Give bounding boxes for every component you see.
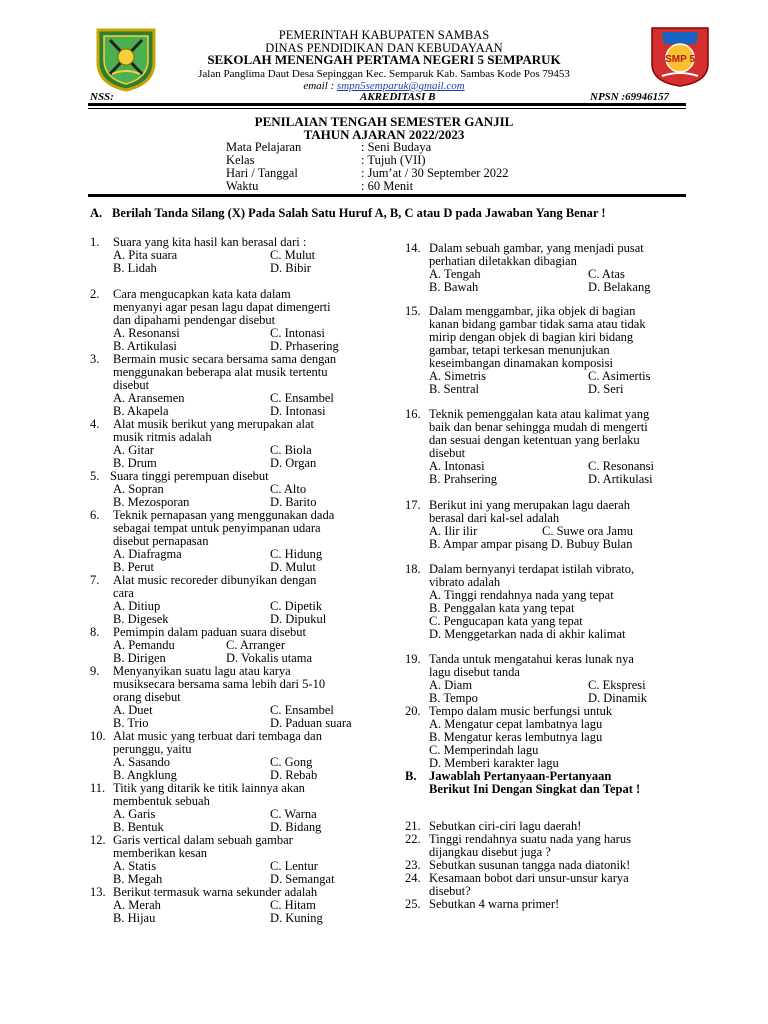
question-text-line: Kesamaan bobot dari unsur-unsur karya <box>429 871 629 885</box>
question-text-line: perunggu, yaitu <box>113 742 192 756</box>
question-text-line: A. Diafragma <box>113 547 182 561</box>
question-text-line: B. Lidah <box>113 261 157 275</box>
question-text-line: A. Mengatur cepat lambatnya lagu <box>429 717 603 731</box>
question-text-line: B. Mezosporan <box>113 495 190 509</box>
question-text-line: keseimbangan dinamakan komposisi <box>429 356 613 370</box>
question-text-line: disebut pernapasan <box>113 534 209 548</box>
question-text-line: kanan bidang gambar tidak sama atau tidak <box>429 317 646 331</box>
email-link[interactable]: smpn5semparuk@gmail.com <box>336 80 465 92</box>
question-text-line: A. Ditiup <box>113 599 161 613</box>
question-text-line: 10. <box>90 729 106 743</box>
question-text-line: Suara yang kita hasil kan berasal dari : <box>113 235 307 249</box>
question-text-line: D. Kuning <box>270 911 323 925</box>
question-text-line: B. Sentral <box>429 382 479 396</box>
question-text-line: C. Ensambel <box>270 703 334 717</box>
question-text-line: D. Organ <box>270 456 317 470</box>
question-text-line: C. Hitam <box>270 898 316 912</box>
question-text-line: Teknik pernapasan yang menggunakan dada <box>113 508 335 522</box>
question-text-line: mirip dengan objek di bagian kiri bidang <box>429 330 634 344</box>
question-text-line: 3. <box>90 352 100 366</box>
question-text-line: C. Biola <box>270 443 312 457</box>
header-rule-thin <box>88 108 686 109</box>
question-text-line: 21. <box>405 819 421 833</box>
question-text-line: D. Semangat <box>270 872 335 886</box>
question-text-line: menggunakan beberapa alat musik tertentu <box>113 365 328 379</box>
question-text-line: Suara tinggi perempuan disebut <box>110 469 269 483</box>
section-b-title-line1: Jawablah Pertanyaan-Pertanyaan <box>429 769 612 783</box>
question-text-line: C. Asimertis <box>588 369 651 383</box>
question-text-line: A. Merah <box>113 898 161 912</box>
question-text-line: C. Hidung <box>270 547 323 561</box>
question-text-line: Tempo dalam music berfungsi untuk <box>429 704 613 718</box>
question-text-line: D. Rebab <box>270 768 318 782</box>
question-text-line: Alat musik berikut yang merupakan alat <box>113 417 314 431</box>
question-text-line: A. Sasando <box>113 755 170 769</box>
question-text-line: disebut <box>113 378 150 392</box>
exam-info-value: : Tujuh (VII) <box>361 153 426 167</box>
exam-info-value: : Jum’at / 30 September 2022 <box>361 166 509 180</box>
question-text-line: membentuk sebuah <box>113 794 210 808</box>
question-text-line: C. Lentur <box>270 859 318 873</box>
exam-info-value: : Seni Budaya <box>361 140 432 154</box>
question-text-line: B. Bentuk <box>113 820 164 834</box>
header-rule-thick <box>88 103 686 106</box>
question-text-line: C. Arranger <box>226 638 286 652</box>
question-text-line: C. Atas <box>588 267 625 281</box>
question-text-line: memberikan kesan <box>113 846 208 860</box>
accreditation-label: AKREDITASI B <box>360 91 436 103</box>
question-text-line: D. Memberi karakter lagu <box>429 756 559 770</box>
question-text-line: dan dipahami pendengar disebut <box>113 313 276 327</box>
exam-info-label: Kelas <box>226 153 255 167</box>
question-text-line: B. Ampar ampar pisang D. Bubuy Bulan <box>429 537 633 551</box>
question-text-line: dijangkau disebut juga ? <box>429 845 551 859</box>
email-label: email : <box>303 80 337 92</box>
question-text-line: 4. <box>90 417 100 431</box>
question-text-line: musiksecara bersama sama lebih dari 5-10 <box>113 677 326 691</box>
question-text-line: C. Dipetik <box>270 599 323 613</box>
npsn-label: NPSN :69946157 <box>590 91 670 103</box>
question-text-line: musik ritmis adalah <box>113 430 212 444</box>
question-text-line: perhatian diletakkan dibagian <box>429 254 577 268</box>
question-text-line: lagu disebut tanda <box>429 665 520 679</box>
exam-info-label: Hari / Tanggal <box>226 166 298 180</box>
question-text-line: 17. <box>405 498 421 512</box>
question-text-line: A. Ilir ilir <box>429 524 478 538</box>
question-text-line: berasal dari kal-sel adalah <box>429 511 560 525</box>
question-text-line: sebagai tempat untuk penyimpanan udara <box>113 521 321 535</box>
question-text-line: B. Dirigen <box>113 651 166 665</box>
letterhead-line2: DINAS PENDIDIKAN DAN KEBUDAYAAN <box>265 41 503 55</box>
question-text-line: C. Gong <box>270 755 313 769</box>
school-name: SEKOLAH MENENGAH PERTAMA NEGERI 5 SEMPARUK <box>207 52 561 67</box>
question-text-line: A. Pita suara <box>113 248 178 262</box>
question-text-line: A. Tinggi rendahnya nada yang tepat <box>429 588 614 602</box>
question-text-line: 16. <box>405 407 421 421</box>
question-text-line: B. Akapela <box>113 404 169 418</box>
question-text-line: D. Vokalis utama <box>226 651 312 665</box>
question-text-line: B. Trio <box>113 716 149 730</box>
question-text-line: 5. <box>90 469 100 483</box>
question-text-line: baik dan benar sehingga mudah di mengerti <box>429 420 648 434</box>
question-text-line: C. Memperindah lagu <box>429 743 539 757</box>
question-text-line: Dalam menggambar, jika objek di bagian <box>429 304 636 318</box>
question-text-line: disebut <box>429 446 466 460</box>
question-text-line: Sebutkan 4 warna primer! <box>429 897 560 911</box>
question-text-line: 2. <box>90 287 100 301</box>
question-text-line: 9. <box>90 664 100 678</box>
question-text-line: Sebutkan susunan tangga nada diatonik! <box>429 858 631 872</box>
question-text-line: gambar, tetapi terkesan menunjukan <box>429 343 610 357</box>
question-text-line: D. Artikulasi <box>588 472 653 486</box>
question-text-line: A. Tengah <box>429 267 481 281</box>
question-text-line: 8. <box>90 625 100 639</box>
letterhead-line1: PEMERINTAH KABUPATEN SAMBAS <box>278 28 490 42</box>
question-text-line: 1. <box>90 235 100 249</box>
question-text-line: 13. <box>90 885 106 899</box>
question-text-line: D. Paduan suara <box>270 716 352 730</box>
question-text-line: Bermain music secara bersama sama dengan <box>113 352 337 366</box>
question-text-line: C. Ensambel <box>270 391 334 405</box>
question-text-line: D. Bidang <box>270 820 322 834</box>
question-text-line: A. Statis <box>113 859 157 873</box>
question-text-line: B. Tempo <box>429 691 478 705</box>
question-text-line: B. Hijau <box>113 911 156 925</box>
question-text-line: Tanda untuk mengatahui keras lunak nya <box>429 652 634 666</box>
question-text-line: B. Megah <box>113 872 163 886</box>
question-text-line: B. Mengatur keras lembutnya lagu <box>429 730 603 744</box>
question-text-line: vibrato adalah <box>429 575 501 589</box>
question-text-line: 15. <box>405 304 421 318</box>
question-text-line: Alat music yang terbuat dari tembaga dan <box>113 729 322 743</box>
question-text-line: Tinggi rendahnya suatu nada yang harus <box>429 832 631 846</box>
question-text-line: D. Menggetarkan nada di akhir kalimat <box>429 627 626 641</box>
question-text-line: B. Perut <box>113 560 154 574</box>
question-text-line: A. Gitar <box>113 443 154 457</box>
question-text-line: A. Resonansi <box>113 326 180 340</box>
question-text-line: 23. <box>405 858 421 872</box>
question-text-line: 14. <box>405 241 421 255</box>
question-text-line: A. Intonasi <box>429 459 485 473</box>
question-text-line: disebut? <box>429 884 471 898</box>
question-text-line: 11. <box>90 781 106 795</box>
question-text-line: A. Aransemen <box>113 391 185 405</box>
question-text-line: D. Belakang <box>588 280 651 294</box>
question-text-line: D. Dipukul <box>270 612 327 626</box>
question-text-line: Teknik pemenggalan kata atau kalimat yang <box>429 407 650 421</box>
question-text-line: D. Seri <box>588 382 624 396</box>
question-text-line: C. Pengucapan kata yang tepat <box>429 614 583 628</box>
question-text-line: 22. <box>405 832 421 846</box>
question-text-line: cara <box>113 586 134 600</box>
section-b-title-line2: Berikut Ini Dengan Singkat dan Tepat ! <box>429 782 641 796</box>
section-a-title: Berilah Tanda Silang (X) Pada Salah Satu Huruf A, B, C atau D pada Jawaban Yang Benar ! <box>112 206 606 220</box>
question-text-line: A. Duet <box>113 703 153 717</box>
question-text-line: B. Bawah <box>429 280 479 294</box>
question-text-line: A. Sopran <box>113 482 164 496</box>
question-text-line: 7. <box>90 573 100 587</box>
exam-title: PENILAIAN TENGAH SEMESTER GANJIL <box>254 114 514 129</box>
question-text-line: A. Pemandu <box>113 638 175 652</box>
question-text-line: B. Angklung <box>113 768 177 782</box>
question-text-line: 20. <box>405 704 421 718</box>
question-text-line: orang disebut <box>113 690 181 704</box>
section-a-letter: A. <box>90 206 103 220</box>
question-text-line: menyanyi agar pesan lagu dapat dimengerti <box>113 300 331 314</box>
question-text-line: 25. <box>405 897 421 911</box>
question-text-line: D. Barito <box>270 495 317 509</box>
question-text-line: A. Garis <box>113 807 156 821</box>
question-text-line: D. Prhasering <box>270 339 339 353</box>
question-text-line: B. Digesek <box>113 612 169 626</box>
question-text-line: 6. <box>90 508 100 522</box>
question-text-line: C. Alto <box>270 482 307 496</box>
question-text-line: D. Mulut <box>270 560 316 574</box>
question-text-line: Menyanyikan suatu lagu atau karya <box>113 664 291 678</box>
question-text-line: dan sesuai dengan ketentuan yang berlaku <box>429 433 640 447</box>
question-text-line: C. Warna <box>270 807 317 821</box>
question-text-line: Dalam sebuah gambar, yang menjadi pusat <box>429 241 644 255</box>
exam-info-label: Waktu <box>226 179 259 193</box>
question-text-line: Pemimpin dalam paduan suara disebut <box>113 625 307 639</box>
question-text-line: Berikut termasuk warna sekunder adalah <box>113 885 318 899</box>
question-text-line: 12. <box>90 833 106 847</box>
nss-label: NSS: <box>90 91 114 103</box>
question-text-line: Garis vertical dalam sebuah gambar <box>113 833 293 847</box>
question-text-line: B. Penggalan kata yang tepat <box>429 601 575 615</box>
question-text-line: D. Dinamik <box>588 691 648 705</box>
question-text-line: 24. <box>405 871 421 885</box>
question-text-line: D. Intonasi <box>270 404 326 418</box>
school-logo-text: SMP 5 <box>665 54 695 65</box>
question-text-line: A. Diam <box>429 678 473 692</box>
question-text-line: Titik yang ditarik ke titik lainnya akan <box>113 781 305 795</box>
question-text-line: C. Ekspresi <box>588 678 646 692</box>
title-rule <box>88 194 686 197</box>
exam-year: TAHUN AJARAN 2022/2023 <box>303 127 465 142</box>
question-text-line: Cara mengucapkan kata kata dalam <box>113 287 291 301</box>
question-text-line: B. Artikulasi <box>113 339 177 353</box>
question-text-line: Alat music recoreder dibunyikan dengan <box>113 573 317 587</box>
school-address: Jalan Panglima Daut Desa Sepinggan Kec. Semparuk Kab. Sambas Kode Pos 79453 <box>198 68 570 80</box>
question-text-line: C. Mulut <box>270 248 316 262</box>
question-text-line: Sebutkan ciri-ciri lagu daerah! <box>429 819 582 833</box>
question-text-line: D. Bibir <box>270 261 311 275</box>
question-text-line: 19. <box>405 652 421 666</box>
question-text-line: B. Prahsering <box>429 472 498 486</box>
question-text-line: Berikut ini yang merupakan lagu daerah <box>429 498 630 512</box>
exam-info-label: Mata Pelajaran <box>226 140 302 154</box>
question-text-line: A. Simetris <box>429 369 486 383</box>
question-text-line: C. Intonasi <box>270 326 325 340</box>
question-text-line: B. Drum <box>113 456 157 470</box>
question-text-line: 18. <box>405 562 421 576</box>
question-text-line: C. Suwe ora Jamu <box>542 524 633 538</box>
question-text-line: C. Resonansi <box>588 459 654 473</box>
exam-info-value: : 60 Menit <box>361 179 414 193</box>
section-b-letter: B. <box>405 769 417 783</box>
question-text-line: Dalam bernyanyi terdapat istilah vibrato, <box>429 562 635 576</box>
